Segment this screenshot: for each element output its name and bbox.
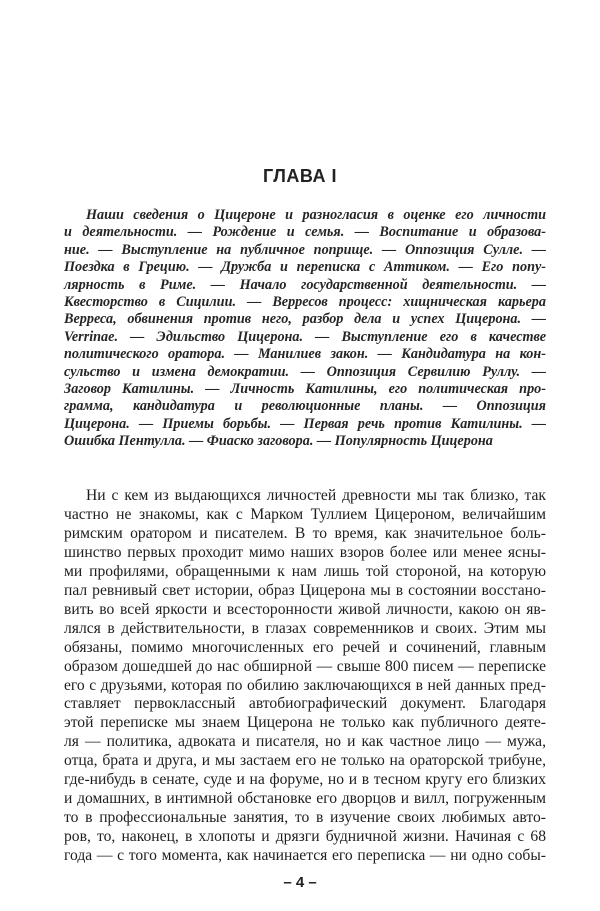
body-paragraph [64, 487, 546, 866]
chapter-title: ГЛАВА I [263, 166, 337, 186]
page-number: – 4 – [283, 874, 317, 891]
summary-line: Verrinae. — Эдильство Цицерона. — Выступление его в качестве [64, 328, 546, 345]
body-line: ми профилями, обращенными к нам лишь той стороной, на которую [64, 562, 546, 580]
summary-line: и деятельности. — Рождение и семья. — Воспитание и образова- [64, 224, 546, 241]
body-line: года — с того момента, как начинается его переписка — ни одно собы- [64, 847, 546, 865]
body-line: римским оратором и писателем. В то время, как значительное боль- [64, 524, 546, 542]
body-line: Ни с кем из выдающихся личностей древности мы так близко, так [86, 487, 546, 504]
body-line: ля — политика, адвоката и писателя, но и как частное лицо — мужа, [64, 733, 546, 751]
summary-line: Наши сведения о Цицероне и разногласия в оценке его личности [86, 207, 546, 223]
body-line: этой переписке мы знаем Цицерона не только как публичного деяте- [64, 714, 546, 732]
summary-line: ние. — Выступление на публичное поприще. — Оппозиция Сулле. — [64, 241, 546, 258]
summary-line: Поездка в Грецию. — Дружба и переписка с Аттиком. — Его попу- [64, 259, 546, 276]
summary-line: грамма, кандидатура и революционные планы. — Оппозиция [64, 398, 546, 415]
body-line: частно не знакомы, как с Марком Туллием Цицероном, величайшим [64, 505, 546, 523]
summary-line: сульство и измена демократии. — Оппозиция Сервилию Руллу. — [64, 363, 546, 380]
body-line: ров, то, наконец, в хлопоты и дрязги будничной жизни. Начиная с 68 [64, 828, 546, 846]
summary-line: лярность в Риме. — Начало государственной деятельности. — [64, 276, 546, 293]
summary-line: политического оратора. — Манилиев закон. — Кандидатура на кон- [64, 346, 546, 363]
body-line: где-нибудь в сенате, суде и на форуме, но и в тесном кругу его близких [64, 771, 546, 789]
body-line: то в профессиональные занятия, то в изучение своих любимых авто- [64, 809, 546, 827]
body-line: вить во всей яркости и всесторонности живой личности, какою он яв- [64, 600, 546, 618]
summary-line: Ошибка Пентулла. — Фиаско заговора. — Популярность Цицерона [64, 433, 493, 450]
summary-line: Верреса, обвинения против него, разбор дела и успех Цицерона. — [64, 311, 546, 328]
body-line: пал ревнивый свет истории, образ Цицерона мы в состоянии восстано- [64, 581, 546, 599]
body-line: лялся в действительности, в глазах современников и своих. Этим мы [64, 619, 546, 637]
summary-line: Цицерона. — Приемы борьбы. — Первая речь против Катилины. — [64, 415, 546, 432]
body-line: отца, брата и друга, и мы застаем его не только на ораторской трибуне, [64, 752, 546, 770]
body-line: его с друзьями, которая по обилию заключающихся в ней данных пред- [64, 676, 546, 694]
body-line: обязаны, помимо многочисленных его речей и сочинений, главным [64, 638, 546, 656]
body-line: и домашних, в интимной обстановке его дворцов и вилл, погруженным [64, 790, 546, 808]
summary-line: Заговор Катилины. — Личность Катилины, его политическая про- [64, 381, 546, 398]
body-line: ставляет первоклассный автобиографический документ. Благодаря [64, 695, 546, 713]
summary-line: Квесторство в Сицилии. — Верресов процесс: хищническая карьера [64, 294, 546, 311]
body-line: шинство первых проходит мимо наших взоров более или менее ясны- [64, 543, 546, 561]
chapter-summary [64, 207, 546, 451]
body-line: образом дошедшей до нас обширной — свыше 800 писем — переписке [64, 657, 546, 675]
